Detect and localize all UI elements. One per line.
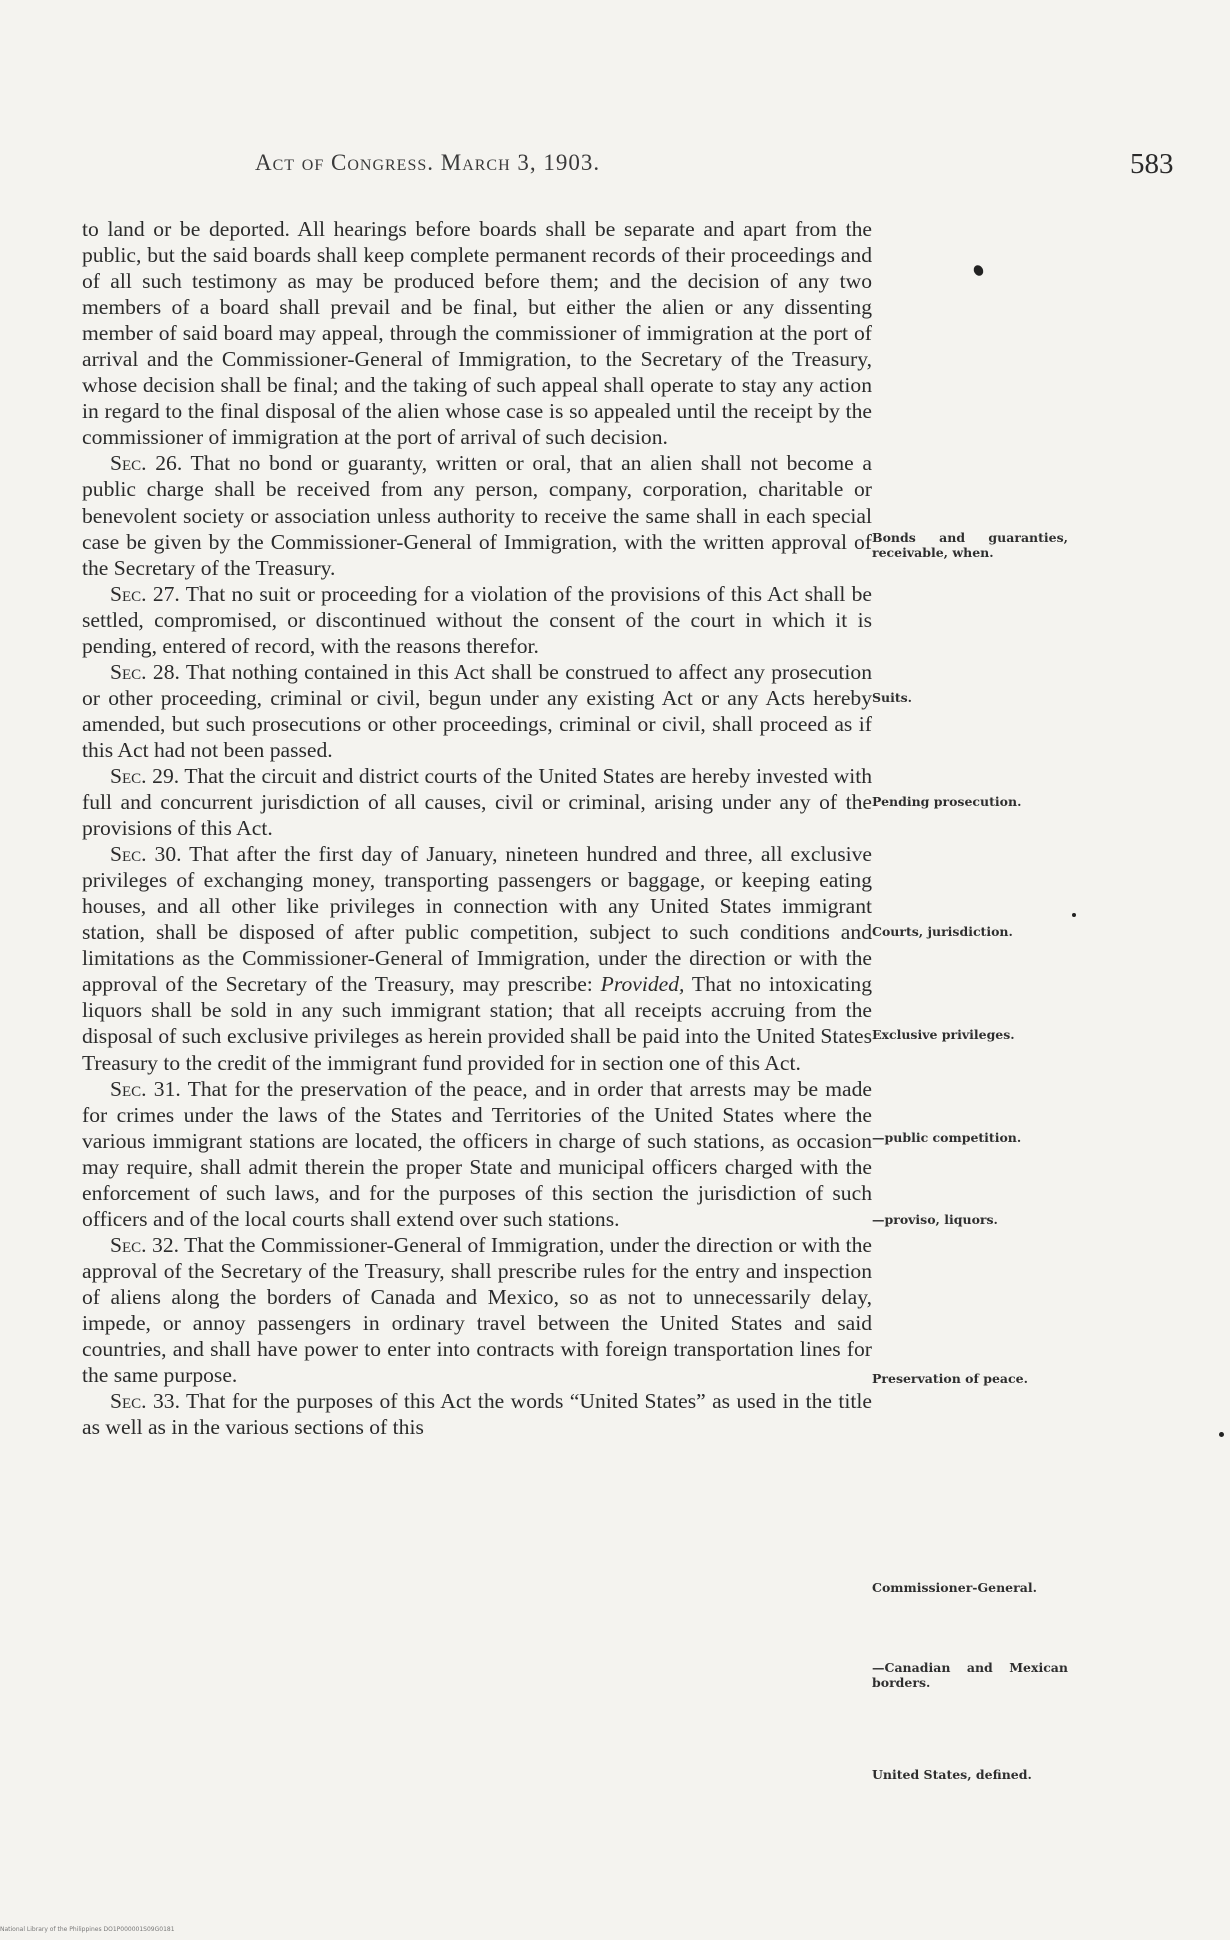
- ink-speck: [1219, 1432, 1224, 1437]
- section-26: [82, 450, 872, 580]
- section-text: That the Commissioner-General of Immigration, under the direction or with the approval of the Secretary of the Treasury, shall prescribe rules for the entry and inspection of aliens along the borders of Canada and Mexico, so as not to unnecessarily delay, impede, or annoy passengers in ordinary travel between the United States and said countries, and shall have power to enter into contracts with foreign transportation lines for the same purpose.: [82, 1232, 872, 1388]
- section-text: That no bond or guaranty, written or oral, that an alien shall not become a public charge shall be received from any person, company, corporation, charitable or benevolent society or association unless authority to receive the same shall in each special case be given by the Commissioner-General of Immigration, with the written approval of the Secretary of the Treasury.: [82, 451, 873, 580]
- margin-note-courts: Courts, jurisdiction.: [872, 924, 1013, 939]
- margin-note-proviso: —proviso, liquors.: [872, 1212, 998, 1227]
- section-number: Sec. 33.: [110, 1389, 180, 1414]
- margin-note-canadian: —Canadian and Mexican borders.: [872, 1660, 1068, 1690]
- section-28: [82, 659, 872, 763]
- scan-footer: National Library of the Philippines DO1P000001S09G0181: [0, 1926, 175, 1933]
- section-number: Sec. 26.: [110, 451, 183, 476]
- section-number: Sec. 32.: [110, 1232, 180, 1257]
- section-text: That nothing contained in this Act shall be construed to affect any prosecution or other proceeding, criminal or civil, begun under any existing Act or any Acts hereby amended, but such prosecutions or other proceedings, criminal or civil, shall proceed as if this Act had not been passed.: [82, 659, 872, 762]
- section-number: Sec. 31.: [110, 1076, 181, 1101]
- section-text: That no suit or proceeding for a violation of the provisions of this Act shall be settled, compromised, or discontinued without the consent of the court in which it is pending, entered of record, with the reasons therefor.: [82, 581, 873, 658]
- margin-note-commissioner: Commissioner-General.: [872, 1580, 1037, 1595]
- section-number: Sec. 28.: [110, 659, 180, 684]
- section-text: That for the purposes of this Act the words “United States” as used in the title as well as in the various sections of this: [82, 1389, 872, 1440]
- section-text: That after the first day of January, nineteen hundred and three, all exclusive privileges of exchanging money, transporting passengers or baggage, or keeping eating houses, and all other like privileges in connection with any United States immigrant station, shall be disposed of after public competition, subject to such conditions and limitations as the Commissioner-General of Immigration, under the direction or with the approval of the Secretary of the Treasury, may prescribe:: [82, 842, 872, 997]
- body-text: [82, 216, 872, 1440]
- section-text: That for the preservation of the peace, and in order that arrests may be made for crimes under the laws of the States and Territories of the United States where the various immigrant stations are located, the officers in charge of such stations, as occasion may require, shall admit therein the proper State and municipal officers charged with the enforcement of such laws, and for the purposes of this section the jurisdiction of such officers and of the local courts shall extend over such stations.: [82, 1076, 873, 1231]
- margin-note-suits: Suits.: [872, 690, 913, 705]
- margin-note-united: United States, defined.: [872, 1767, 1032, 1782]
- section-32: [82, 1232, 872, 1388]
- section-number: Sec. 30.: [110, 842, 182, 867]
- section-number: Sec. 29.: [110, 763, 180, 788]
- ink-speck: [1072, 913, 1076, 917]
- margin-note-exclusive: Exclusive privileges.: [872, 1027, 1015, 1042]
- running-head: Act of Congress. March 3, 1903.: [255, 150, 601, 175]
- section-number: Sec. 27.: [110, 581, 180, 606]
- margin-note-public: —public competition.: [872, 1130, 1022, 1145]
- page-header: [0, 150, 1230, 190]
- section-29: [82, 763, 872, 841]
- section-30: [82, 841, 872, 1075]
- proviso-word: Provided,: [600, 972, 685, 997]
- section-text: That the circuit and district courts of the United States are hereby invested with full and concurrent jurisdiction of all causes, civil or criminal, arising under any of the provisions of this Act.: [82, 763, 873, 841]
- margin-note-pending: Pending prosecution.: [872, 794, 1022, 809]
- page-number: 583: [1130, 148, 1174, 180]
- paragraph-continuation: to land or be deported. All hearings before boards shall be separate and apart from the public, but the said boards shall keep complete permanent records of their proceedings and of all such testimony as may be produced before them; and the decision of any two members of a board shall prevail and be final, but either the alien or any dissenting member of said board may appeal, through the commissioner of immigration at the port of arrival and the Commissioner-General of Immigration, to the Secretary of the Treasury, whose decision shall be final; and the taking of such appeal shall operate to stay any action in regard to the final disposal of the alien whose case is so appealed until the receipt by the commissioner of immigration at the port of arrival of such decision.: [82, 217, 872, 450]
- margin-note-preservation: Preservation of peace.: [872, 1371, 1028, 1386]
- margin-note-bonds: Bonds and guaranties, receivable, when.: [872, 530, 1068, 560]
- section-33: [82, 1388, 872, 1440]
- section-27: [82, 581, 872, 659]
- section-31: [82, 1076, 872, 1232]
- ink-speck: [972, 263, 985, 277]
- section-text-continued: That no intoxicating liquors shall be sold in any such immigrant station; that all receipts accruing from the disposal of such exclusive privileges as herein provided shall be paid into the United States Treasury to the credit of the immigrant fund provided for in section one of this Act.: [82, 972, 872, 1075]
